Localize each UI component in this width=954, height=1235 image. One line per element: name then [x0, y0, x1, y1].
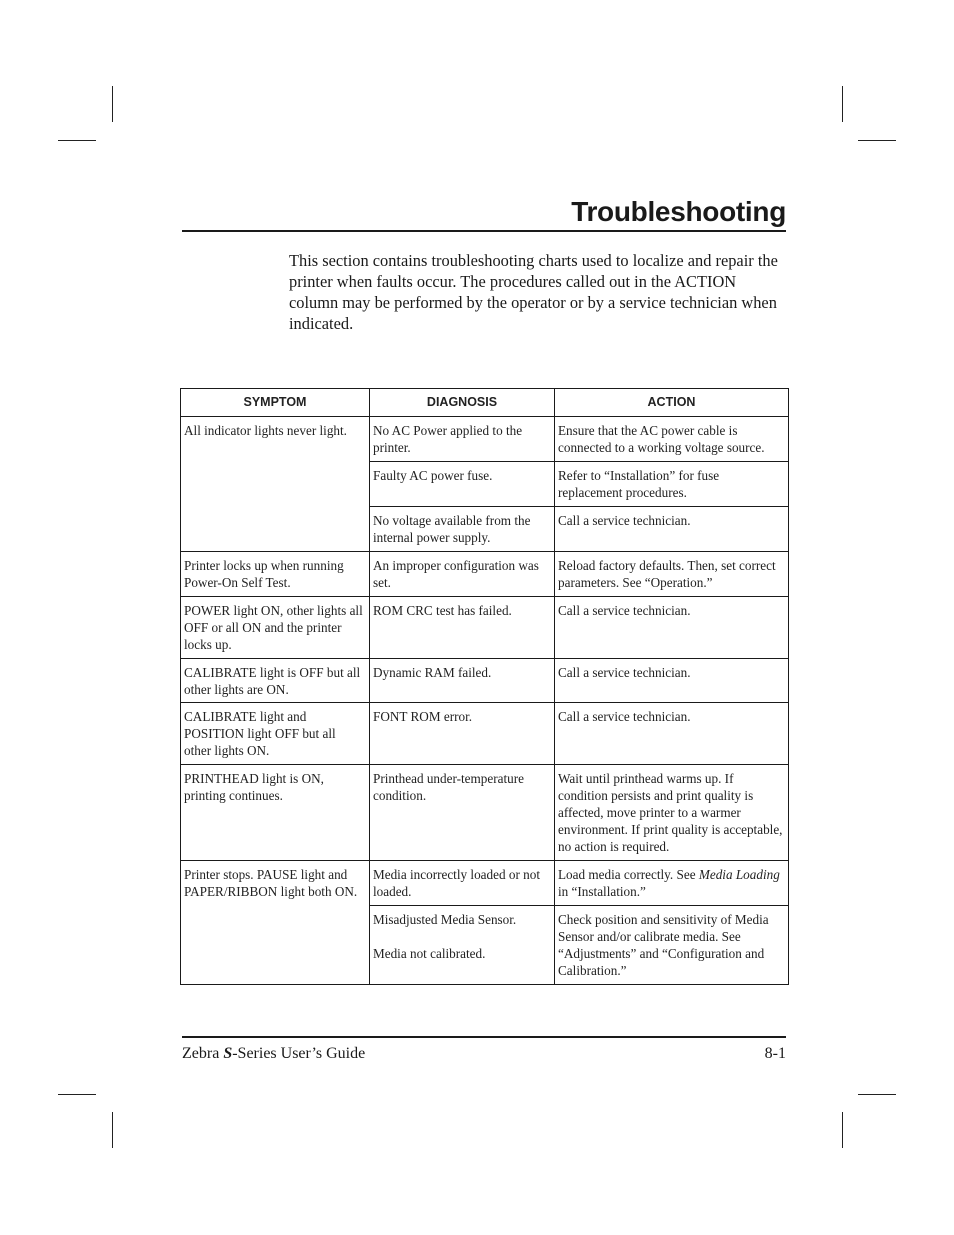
table-row — [181, 861, 789, 906]
table-row — [181, 765, 789, 861]
footer-brand: Zebra — [182, 1045, 224, 1062]
symptom-cell: POWER light ON, other lights all OFF or all ON and the printer locks up. — [181, 597, 370, 659]
title-rule — [182, 230, 786, 232]
crop-mark — [58, 140, 96, 141]
diagnosis-line: Media not calibrated. — [373, 946, 486, 961]
action-text: in “Installation.” — [558, 884, 646, 899]
action-cell: Ensure that the AC power cable is connected to a working voltage source. — [555, 417, 789, 462]
symptom-cell: PRINTHEAD light is ON, printing continues. — [181, 765, 370, 861]
diagnosis-cell: No AC Power applied to the printer. — [370, 417, 555, 462]
diagnosis-cell: Dynamic RAM failed. — [370, 659, 555, 703]
diagnosis-cell: Faulty AC power fuse. — [370, 462, 555, 507]
crop-mark — [842, 86, 843, 122]
table-row — [181, 552, 789, 597]
action-text: Load media correctly. See — [558, 867, 699, 882]
header-diagnosis: DIAGNOSIS — [370, 389, 555, 417]
diagnosis-cell: FONT ROM error. — [370, 703, 555, 765]
symptom-cell: Printer locks up when running Power-On Self Test. — [181, 552, 370, 597]
header-action: ACTION — [555, 389, 789, 417]
crop-mark — [842, 1112, 843, 1148]
crop-mark — [858, 1094, 896, 1095]
symptom-cell: CALIBRATE light is OFF but all other lights are ON. — [181, 659, 370, 703]
header-symptom: SYMPTOM — [181, 389, 370, 417]
symptom-cell: CALIBRATE light and POSITION light OFF but all other lights ON. — [181, 703, 370, 765]
symptom-cell: All indicator lights never light. — [181, 417, 370, 552]
table-row — [181, 659, 789, 703]
action-cell — [555, 861, 789, 906]
action-cell: Call a service technician. — [555, 507, 789, 552]
diagnosis-cell: An improper configuration was set. — [370, 552, 555, 597]
page-number: 8-1 — [764, 1045, 786, 1062]
symptom-cell: Printer stops. PAUSE light and PAPER/RIBBON light both ON. — [181, 861, 370, 985]
diagnosis-cell: No voltage available from the internal power supply. — [370, 507, 555, 552]
table-row — [181, 417, 789, 462]
action-cell: Call a service technician. — [555, 659, 789, 703]
diagnosis-cell — [370, 906, 555, 985]
crop-mark — [858, 140, 896, 141]
footer-guide-name: -Series User’s Guide — [232, 1045, 366, 1062]
troubleshooting-table — [180, 388, 789, 985]
diagnosis-cell: Media incorrectly loaded or not loaded. — [370, 861, 555, 906]
action-cell: Reload factory defaults. Then, set correct parameters. See “Operation.” — [555, 552, 789, 597]
action-cell: Call a service technician. — [555, 597, 789, 659]
footer-brand-series: S — [223, 1045, 233, 1062]
crop-mark — [112, 1112, 113, 1148]
footer-rule — [182, 1036, 786, 1038]
action-cell: Wait until printhead warms up. If condition persists and print quality is affected, move printer to a warmer environment. If print quality is acceptable, no action is required. — [555, 765, 789, 861]
diagnosis-cell: ROM CRC test has failed. — [370, 597, 555, 659]
action-cell: Refer to “Installation” for fuse replacement procedures. — [555, 462, 789, 507]
table-row — [181, 703, 789, 765]
diagnosis-cell: Printhead under-temperature condition. — [370, 765, 555, 861]
intro-paragraph: This section contains troubleshooting charts used to localize and repair the printer when faults occur. The procedures called out in the ACTION column may be performed by the operator or by a service technician when indicated. — [289, 251, 778, 333]
footer-title — [182, 1045, 365, 1063]
action-cell: Check position and sensitivity of Media Sensor and/or calibrate media. See “Adjustments” and “Configuration and Calibration.” — [555, 906, 789, 985]
table-row — [181, 597, 789, 659]
diagnosis-line: Misadjusted Media Sensor. — [373, 912, 517, 927]
crop-mark — [112, 86, 113, 122]
crop-mark — [58, 1094, 96, 1095]
action-cell: Call a service technician. — [555, 703, 789, 765]
page-title: Troubleshooting — [571, 196, 786, 227]
action-reference: Media Loading — [698, 867, 780, 882]
table-header-row — [181, 389, 789, 417]
